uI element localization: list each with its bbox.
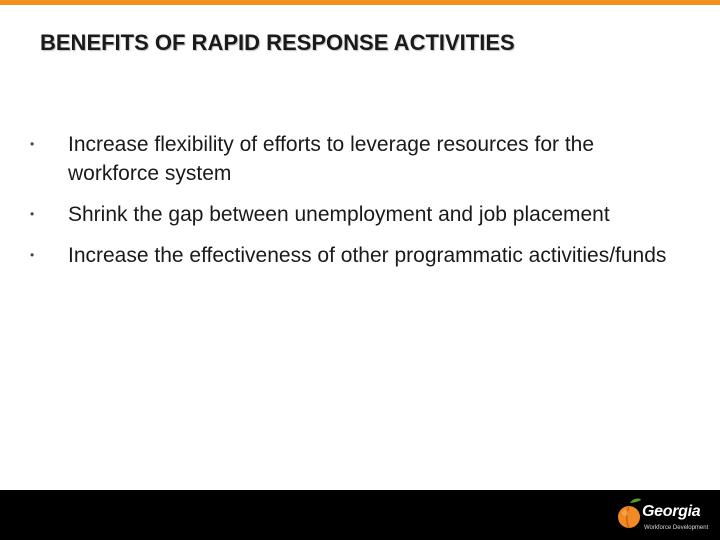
- bullet-list: [24, 130, 684, 282]
- list-item: [24, 130, 684, 188]
- bullet-text: Increase the effectiveness of other programmatic activities/funds: [68, 244, 667, 267]
- slide-title: BENEFITS OF RAPID RESPONSE ACTIVITIES: [40, 30, 515, 55]
- list-item: [24, 241, 684, 270]
- bullet-text: Shrink the gap between unemployment and job placement: [68, 203, 610, 226]
- georgia-logo: [614, 493, 710, 539]
- bullet-icon: •: [30, 137, 35, 151]
- list-item: [24, 200, 684, 229]
- bullet-icon: •: [30, 248, 35, 262]
- logo-brand-text: Georgia: [642, 503, 701, 520]
- bullet-text: Increase flexibility of efforts to leverage resources for the workforce system: [68, 133, 595, 185]
- bullet-icon: •: [30, 207, 35, 221]
- peach-icon: [616, 497, 644, 531]
- logo-subtitle: Workforce Development: [644, 525, 709, 531]
- footer-bar: [0, 490, 720, 540]
- top-accent-bar: [0, 0, 720, 5]
